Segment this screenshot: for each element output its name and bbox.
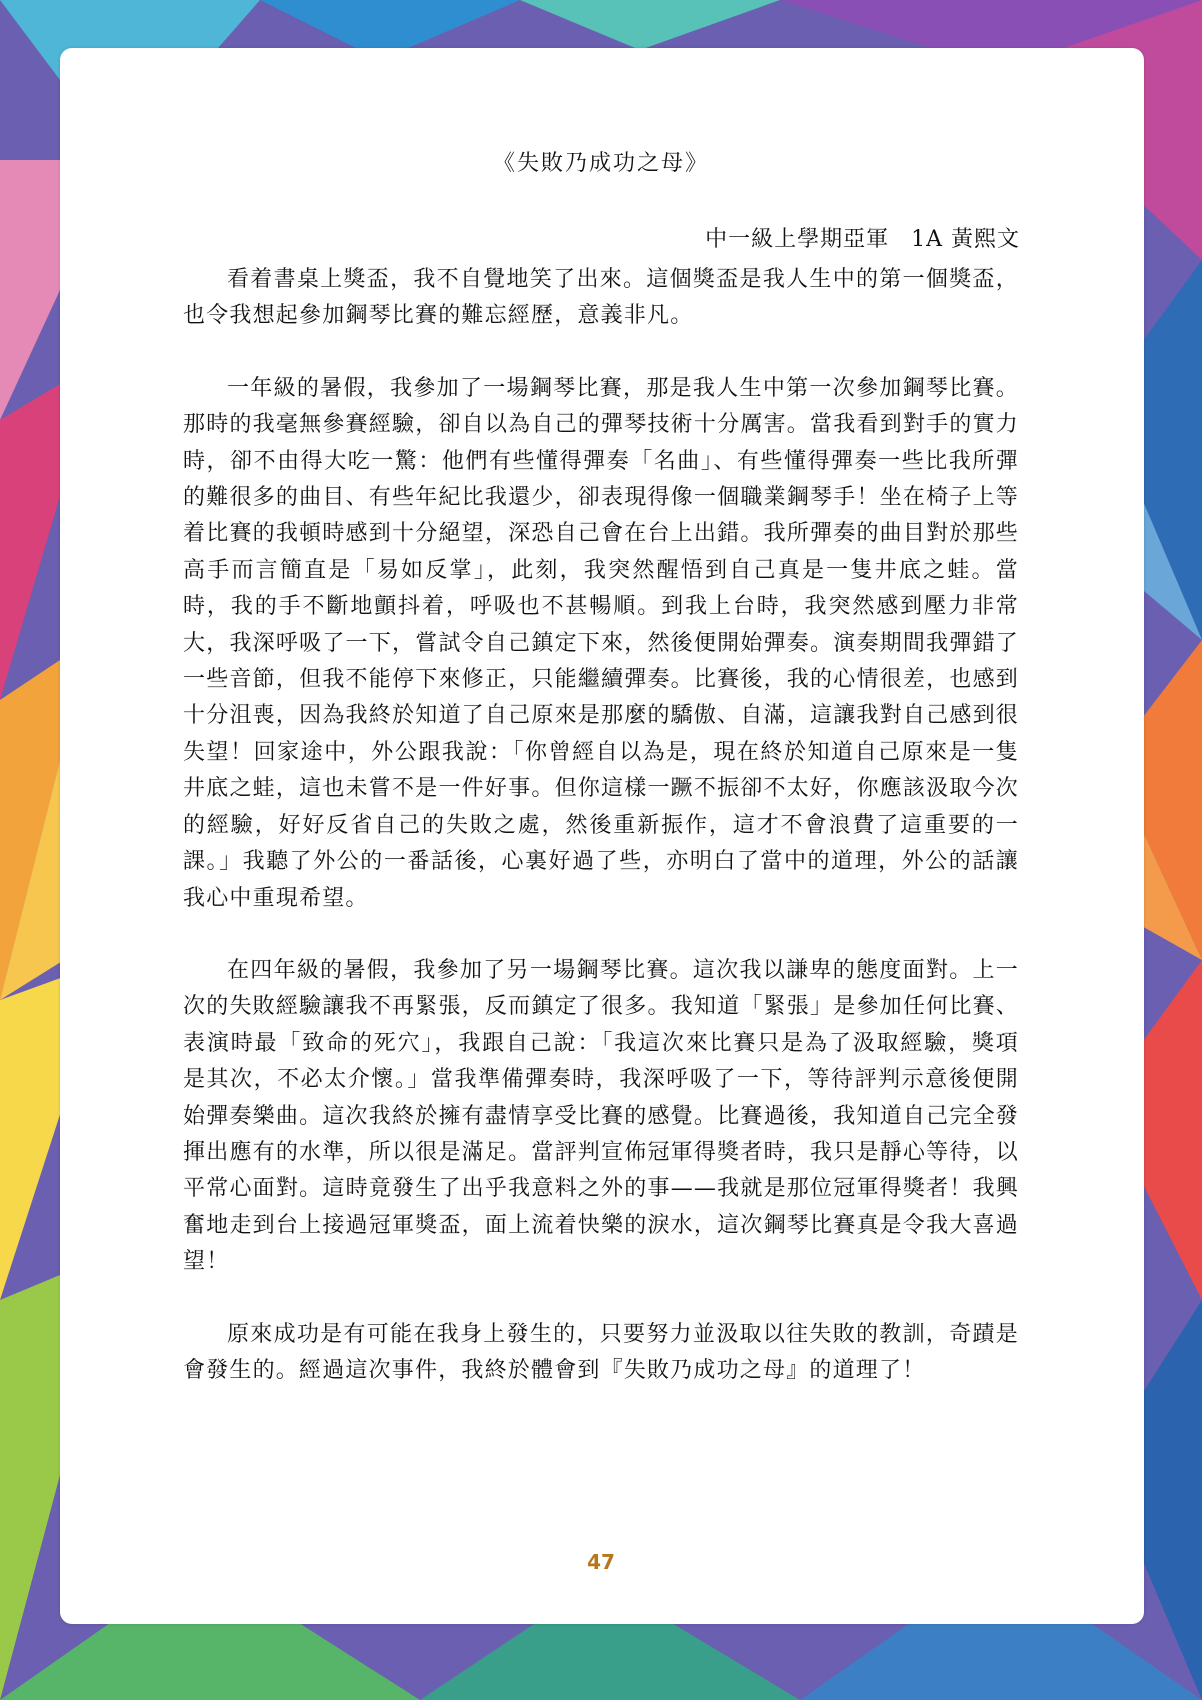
- document-title: 《失敗乃成功之母》: [492, 151, 709, 176]
- author-line: [705, 222, 1020, 253]
- paragraph-3: 在四年級的暑假，我參加了另一場鋼琴比賽。這次我以謙卑的態度面對。上一次的失敗經驗讓我不再緊張，反而鎮定了很多。我知道「緊張」是參加任何比賽、表演時最「致命的死穴」，我跟自己說：「我這次來比賽只是為了汲取經驗，獎項是其次，不必太介懷。」當我準備彈奏時，我深呼吸了一下，等待評判示意後便開始彈奏樂曲。這次我終於擁有盡情享受比賽的感覺。比賽過後，我知道自己完全發揮出應有的水準，所以很是滿足。當評判宣佈冠軍得獎者時，我只是靜心等待，以平常心面對。這時竟發生了出乎我意料之外的事——我就是那位冠軍得獎者！我興奮地走到台上接過冠軍獎盃，面上流着快樂的淚水，這次鋼琴比賽真是令我大喜過望！: [183, 957, 1019, 1275]
- paragraph-4: 原來成功是有可能在我身上發生的，只要努力並汲取以往失敗的教訓，奇蹟是會發生的。經過這次事件，我終於體會到『失敗乃成功之母』的道理了！: [183, 1321, 1019, 1383]
- essay-body: [183, 262, 1019, 1425]
- author-name: 黃熙文: [950, 227, 1020, 252]
- paragraph-1: 看着書桌上獎盃，我不自覺地笑了出來。這個獎盃是我人生中的第一個獎盃，也令我想起參加鋼琴比賽的難忘經歷，意義非凡。: [183, 267, 1019, 329]
- author-award: 中一級上學期亞軍: [705, 227, 890, 252]
- paragraph-2: 一年級的暑假，我參加了一場鋼琴比賽，那是我人生中第一次參加鋼琴比賽。那時的我毫無參賽經驗，卻自以為自己的彈琴技術十分厲害。當我看到對手的實力時，卻不由得大吃一驚：他們有些懂得彈奏「名曲」、有些懂得彈奏一些比我所彈的難很多的曲目、有些年紀比我還少，卻表現得像一個職業鋼琴手！坐在椅子上等着比賽的我頓時感到十分絕望，深恐自己會在台上出錯。我所彈奏的曲目對於那些高手而言簡直是「易如反掌」，此刻，我突然醒悟到自己真是一隻井底之蛙。當時，我的手不斷地顫抖着，呼吸也不甚暢順。到我上台時，我突然感到壓力非常大，我深呼吸了一下，嘗試令自己鎮定下來，然後便開始彈奏。演奏期間我彈錯了一些音節，但我不能停下來修正，只能繼續彈奏。比賽後，我的心情很差，也感到十分沮喪，因為我終於知道了自己原來是那麼的驕傲、自滿，這讓我對自己感到很失望！回家途中，外公跟我說：「你曾經自以為是，現在終於知道自己原來是一隻井底之蛙，這也未嘗不是一件好事。但你這樣一蹶不振卻不太好，你應該汲取今次的經驗，好好反省自己的失敗之處，然後重新振作，這才不會浪費了這重要的一課。」我聽了外公的一番話後，心裏好過了些，亦明白了當中的道理，外公的話讓我心中重現希望。: [183, 375, 1019, 911]
- page-number: 47: [587, 1550, 615, 1574]
- author-class: 1A: [911, 227, 943, 252]
